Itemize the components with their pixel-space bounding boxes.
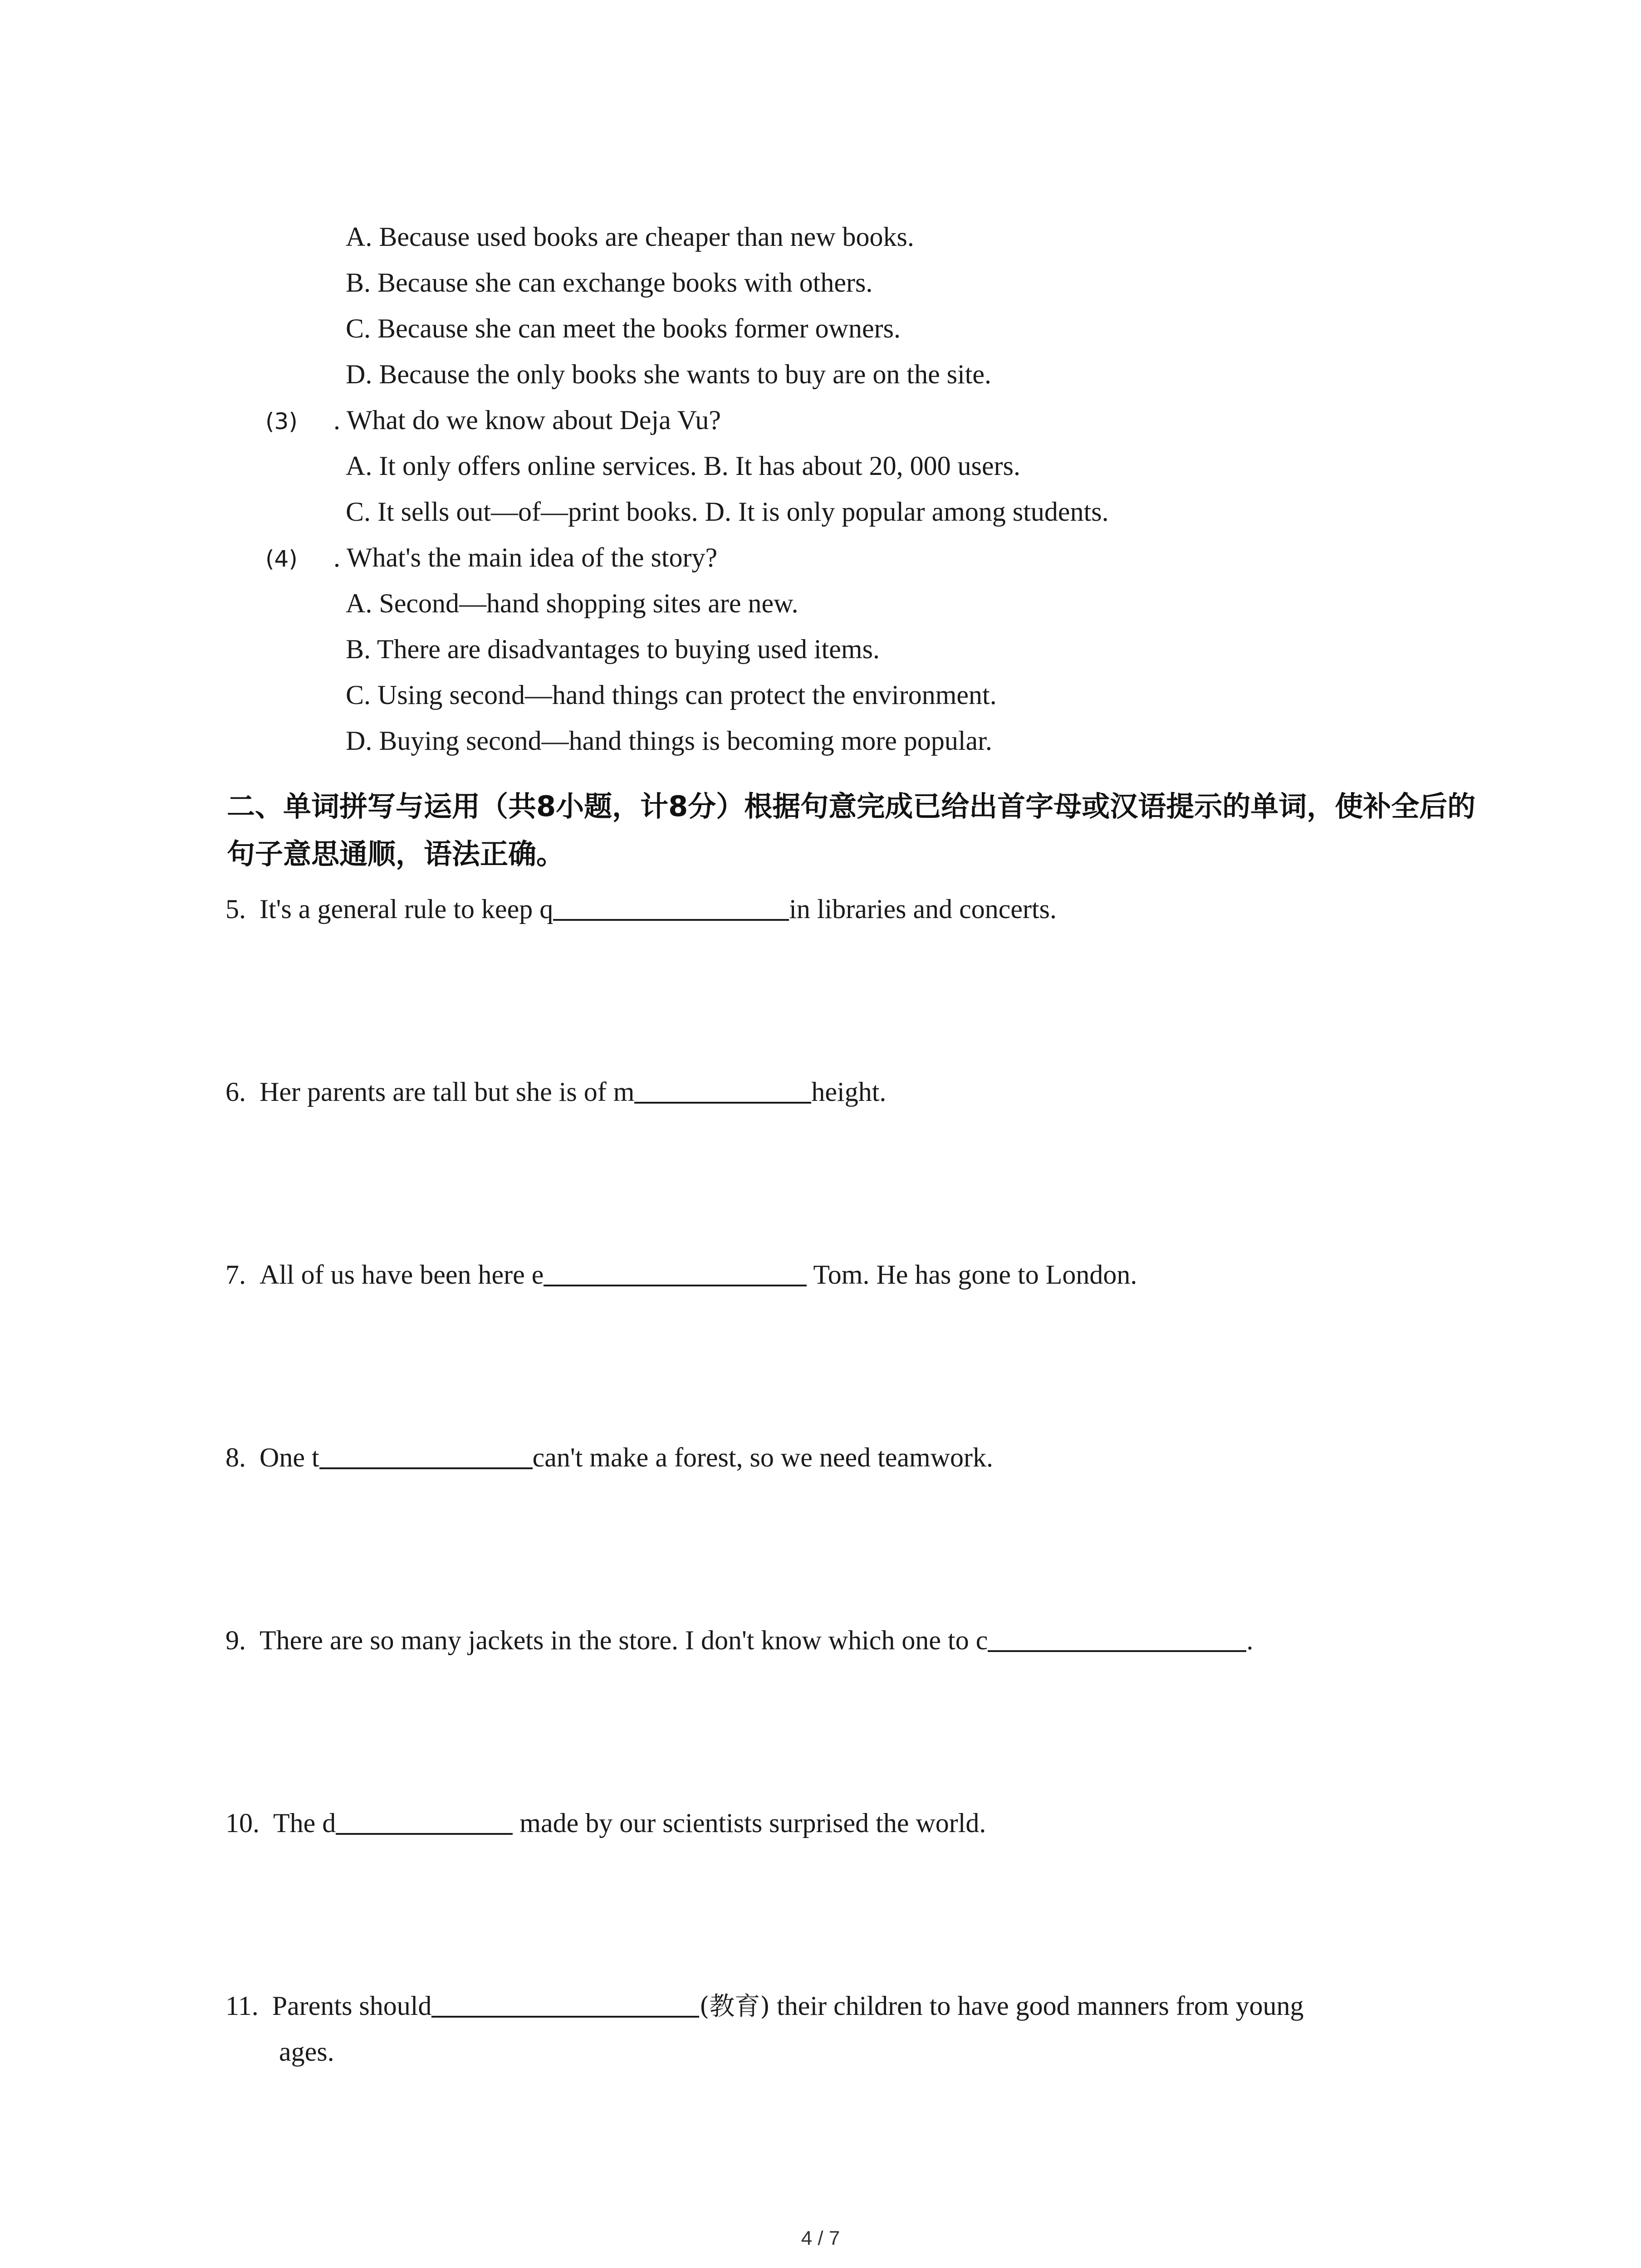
answer-blank[interactable] <box>988 1622 1246 1652</box>
q2-option-d: D. Because the only books she wants to buy are on the site. <box>346 359 992 389</box>
answer-blank[interactable] <box>544 1256 807 1286</box>
question-number: 5. <box>225 894 246 924</box>
question-text-after: height. <box>811 1077 887 1107</box>
question-number: 9. <box>225 1625 246 1655</box>
question-text-before: The d <box>273 1808 336 1838</box>
q3-question <box>265 402 721 440</box>
question-text-after: can't make a forest, so we need teamwork. <box>532 1442 994 1472</box>
question-number: 7. <box>225 1260 246 1290</box>
answer-blank[interactable] <box>553 891 789 921</box>
answer-blank[interactable] <box>431 1988 699 2018</box>
q4-stem: . What's the main idea of the story? <box>333 543 718 572</box>
section-2-title: 二、单词拼写与运用（共8小题，计8分）根据句意完成已给出首字母或汉语提示的单词，使补全后的句子意思通顺，语法正确。 <box>227 790 1476 870</box>
question-text-before: One t <box>260 1442 319 1472</box>
question-text-before: All of us have been here e <box>260 1260 544 1290</box>
q2-option-a: A. Because used books are cheaper than new books. <box>346 222 914 252</box>
chinese-hint: (教育) <box>699 1992 770 2021</box>
answer-blank[interactable] <box>634 1074 811 1104</box>
q4-option-d: D. Buying second—hand things is becoming more popular. <box>346 726 992 756</box>
question-text-after: in libraries and concerts. <box>789 894 1057 924</box>
fill-question-5 <box>225 891 1057 927</box>
question-text-before: Her parents are tall but she is of m <box>260 1077 635 1107</box>
fill-question-11-continuation: ages. <box>279 2037 334 2067</box>
q3-stem: . What do we know about Deja Vu? <box>333 405 721 435</box>
question-number: 8. <box>225 1442 246 1472</box>
q3-options-line1: A. It only offers online services. B. It has about 20, 000 users. <box>346 451 1020 481</box>
question-text-before: There are so many jackets in the store. I don't know which one to c <box>260 1625 988 1655</box>
q2-option-b: B. Because she can exchange books with others. <box>346 268 873 298</box>
page-number: 4 / 7 <box>801 2227 840 2249</box>
question-number: 6. <box>225 1077 246 1107</box>
q3-options-line2: C. It sells out—of—print books. D. It is only popular among students. <box>346 497 1109 527</box>
question-text-before: Parents should <box>272 1991 432 2021</box>
fill-question-7 <box>225 1256 1137 1293</box>
question-number: 11. <box>225 1991 259 2021</box>
q4-option-b: B. There are disadvantages to buying used items. <box>346 634 880 664</box>
question-text-after: Tom. He has gone to London. <box>807 1260 1137 1290</box>
question-text-after: . <box>1246 1625 1254 1655</box>
answer-blank[interactable] <box>336 1805 513 1835</box>
q4-question <box>265 539 717 577</box>
question-text-after: their children to have good manners from young <box>770 1991 1304 2021</box>
q2-option-c: C. Because she can meet the books former owners. <box>346 313 901 343</box>
fill-question-10 <box>225 1805 986 1841</box>
question-text-before: It's a general rule to keep q <box>260 894 554 924</box>
question-text-after: made by our scientists surprised the world. <box>513 1808 986 1838</box>
q3-number: (3) <box>265 408 298 435</box>
q4-option-c: C. Using second—hand things can protect the environment. <box>346 680 997 710</box>
q4-option-a: A. Second—hand shopping sites are new. <box>346 588 798 618</box>
question-number: 10. <box>225 1808 260 1838</box>
fill-question-9 <box>225 1622 1253 1658</box>
fill-question-6 <box>225 1074 886 1110</box>
fill-question-8 <box>225 1439 993 1476</box>
q4-number: (4) <box>265 546 298 572</box>
answer-blank[interactable] <box>319 1439 533 1469</box>
fill-question-11 <box>225 1988 1304 2025</box>
